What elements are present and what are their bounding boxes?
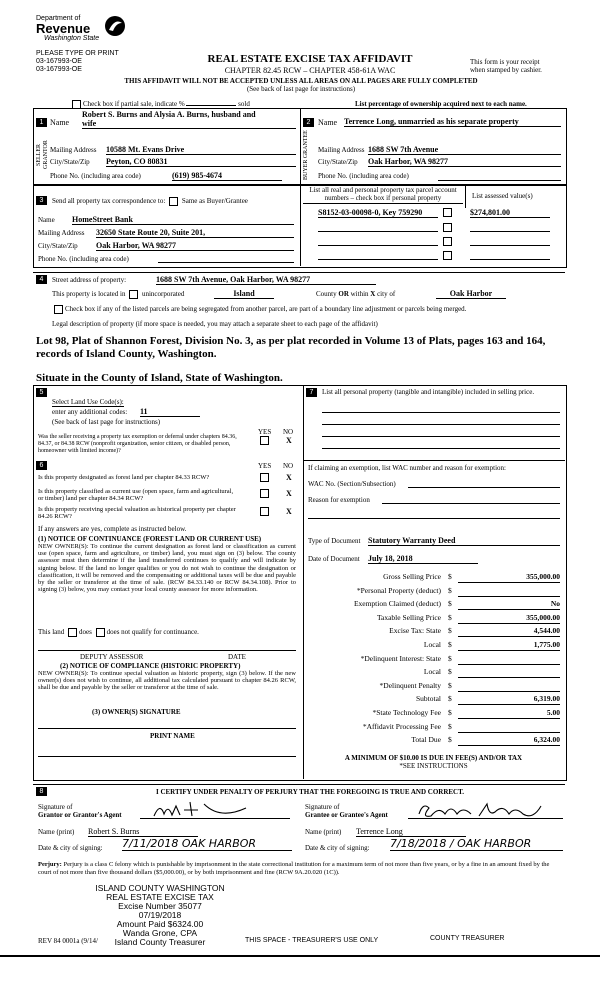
tax-row-label: Excise Tax: State [389,626,441,636]
tax-row-value: 355,000.00 [458,571,560,583]
tax-row-currency: $ [448,639,452,649]
tax-row-label: *Affidavit Processing Fee [362,721,441,731]
certify-text: I CERTIFY UNDER PENALTY OF PERJURY THAT THE FOREGOING IS TRUE AND CORRECT. [155,788,464,796]
seller-mail-label: Mailing Address [50,146,97,154]
city-of-label: city of [377,290,396,298]
sec6-q3-no-mark: X [286,507,292,516]
land-use-label: Select Land Use Code(s): [52,398,124,406]
doc-date-label: Date of Document [308,555,360,563]
tax-row [306,734,561,748]
tax-row-currency: $ [448,694,452,704]
list-personal-property: List all personal property (tangible and intangible) included in selling price. [322,388,535,396]
seller-side-label: SELLER GRANTOR [36,140,49,170]
tax-row-value [458,666,560,678]
property-city: Oak Harbor [436,289,506,299]
parcel-personal-checkbox-3[interactable] [443,237,452,246]
notice-2-title: (2) NOTICE OF COMPLIANCE (HISTORIC PROPERTY) [60,662,241,670]
warning-text: THIS AFFIDAVIT WILL NOT BE ACCEPTED UNLESS ALL AREAS ON ALL PAGES ARE FULLY COMPLETED [124,77,478,85]
legal-line-1: Lot 98, Plat of Shannon Forest, Division No. 3, as per plat recorded in Volume 13 of Plats, pages 163 and 164, [36,335,546,347]
tax-row [306,571,561,585]
stamp-line-7: Island County Treasurer [114,937,206,947]
does-not-checkbox[interactable] [96,628,105,637]
county-label: County [316,290,337,298]
tax-row [306,612,561,626]
section-1-badge: 1 [36,118,47,127]
logo-state: Washington State [44,35,100,42]
parcel-number: S8152-03-00098-0, Key 759290 [318,208,438,218]
treasurer-use-only: THIS SPACE - TREASURER'S USE ONLY [245,937,379,944]
tax-row-value: 4,544.00 [458,625,560,637]
code-1: 03-167993-OE [36,58,82,65]
grantor-signature [150,798,260,822]
form-subtitle: CHAPTER 82.45 RCW – CHAPTER 458-61A WAC [224,66,396,75]
deputy-date: DATE [228,653,246,661]
assessed-value: $274,801.00 [470,208,550,218]
notice-1-title: (1) NOTICE OF CONTINUANCE (FOREST LAND OR CURRENT USE) [38,535,262,543]
tax-row-label: Total Due [411,735,441,745]
section-3-badge: 3 [36,196,47,205]
tax-row [306,693,561,707]
buyer-side-label: BUYER GRANTEE [303,130,309,180]
tax-row-label: *Delinquent Interest: State [360,653,441,663]
tax-row [306,680,561,694]
send-tax-label: Send all property tax correspondence to: [52,197,166,206]
tax-row-label: Local [423,667,441,677]
same-as-buyer-label: Same as Buyer/Grantee [181,197,248,206]
sec6-no: NO [283,462,294,470]
sec6-yes: YES [258,462,272,470]
tax-row-label: Subtotal [415,694,441,704]
section-4-badge: 4 [36,275,47,284]
tax-row-value: No [458,598,560,610]
sec6-ifany: If any answers are yes, complete as instructed below. [38,525,187,533]
see-back: (See back of last page for instructions) [246,85,356,93]
land-use-see-back: (See back of last page for instructions) [52,418,161,426]
send-tax-to [52,197,248,206]
buyer-city-label: City/State/Zip [318,158,358,166]
tax-row-label: *State Technology Fee [372,707,441,717]
sec5-no-mark: X [286,436,292,445]
grantor-sig-label-2: Grantor or Grantor's Agent [38,811,122,819]
parcel-personal-checkbox-1[interactable] [443,208,452,217]
wac-label: WAC No. (Section/Subsection) [308,480,396,488]
grantor-sig-label-1: Signature of [38,803,73,811]
or-label: OR [338,290,349,298]
please-type: PLEASE TYPE OR PRINT [36,50,119,57]
owner-signature-label: (3) OWNER(S) SIGNATURE [92,708,181,716]
county-treasurer: COUNTY TREASURER [430,935,505,942]
tax-row-currency: $ [448,626,452,636]
parcel-header-2: numbers – check box if personal property [324,194,442,202]
tax-row-value [458,585,560,597]
buyer-phone-label: Phone No. (including area code) [318,172,409,180]
tax-row-currency: $ [448,612,452,622]
doc-type-label: Type of Document [308,537,361,545]
land-use-code: 11 [140,407,200,417]
grantee-name: Terrence Long [356,827,466,837]
parcel-header-1: List all real and personal property tax parcel account [309,186,457,194]
this-land-row [38,628,199,637]
grantee-signature [415,798,555,822]
sec6-q3-yes-checkbox[interactable] [260,507,269,516]
sec6-q2-yes-checkbox[interactable] [260,489,269,498]
tax-row [306,707,561,721]
list-pct-note: List percentage of ownership acquired next to each name. [355,100,527,108]
dor-swoosh-icon [104,15,126,37]
perjury-text: Perjury is a class C felony which is punishable by imprisonment in the state correctional institution for a maximum term of not more than five years, or by a fine in an amount fixed by the court of not more than five thousand dollars ($5,000.00), or by both imprisonment and fine (RCW 9A.20.020 (1C)). [38,861,550,876]
sec5-no: NO [283,428,294,436]
logo-dept: Department of [36,15,81,22]
tax-row-label: Exemption Claimed (deduct) [353,599,441,609]
tax-row [306,585,561,599]
buyer-name-label: Name [318,118,338,127]
unincorporated-checkbox[interactable] [129,290,138,299]
tax-row [306,721,561,735]
tax-row-label: *Personal Property (deduct) [356,585,441,595]
tax-row-value: 6,324.00 [458,734,560,746]
grantee-sig-label-1: Signature of [305,803,340,811]
seller-name-label: Name [50,118,70,127]
tax-row-value: 1,775.00 [458,639,560,651]
notice-2-body: NEW OWNER(S): To continue special valuation as historic property, sign (3) below. If the new owner(s) does not wish to continue, all additional tax calculated pursuant to chapter 84.26 RCW, shall be due and payable by the seller or transferor at the time of sale. [38,670,296,692]
tax-row-currency: $ [448,721,452,731]
parcel-personal-checkbox-4[interactable] [443,251,452,260]
seller-phone: (619) 985-4674 [172,171,282,181]
stamp-line-2: REAL ESTATE EXCISE TAX [106,892,214,902]
tax-row-value [458,721,560,733]
sec6-q1: Is this property designated as forest land per chapter 84.33 RCW? [38,474,210,481]
located-row [52,290,184,299]
section-2-badge: 2 [303,118,314,127]
legal-label: Legal description of property (if more space is needed, you may attach a separate sheet to each page of the affidavit) [52,320,378,328]
buyer-name: Terrence Long, unmarried as his separate property [344,117,561,127]
segregated-checkbox[interactable] [54,305,63,314]
tax-row [306,666,561,680]
partial-label: Check box if partial sale, indicate % [83,100,185,109]
section-7-badge: 7 [306,388,317,397]
tax-row-value [458,680,560,692]
tax-row-currency: $ [448,572,452,581]
treasurer-stamp [80,884,240,947]
section-8-badge: 8 [36,787,47,796]
seller-city: Peyton, CO 80831 [106,157,296,167]
does-checkbox[interactable] [68,628,77,637]
stamp-line-6: Wanda Grone, CPA [122,928,198,938]
sec6-q3: Is this property receiving special valuation as historical property per chapter 84.26 RCW? [38,506,236,520]
tax-row [306,625,561,639]
parcel-personal-checkbox-2[interactable] [443,223,452,232]
buyer-mail-label: Mailing Address [318,146,365,154]
logo-revenue: Revenue [36,21,91,36]
tax-row [306,598,561,612]
additional-codes-label: enter any additional codes: [52,408,128,416]
tax-row-currency: $ [448,599,452,609]
assessed-header: List assessed value(s) [472,192,533,200]
tax-table [306,571,561,748]
within-label: within [350,290,369,298]
street-label: Street address of property: [52,276,127,284]
sec3-mail: 32650 State Route 20, Suite 201, [96,228,294,238]
exemption-label: If claiming an exemption, list WAC number and reason for exemption: [308,464,506,472]
grantor-date-city: 7/11/2018 OAK HARBOR [122,837,292,851]
buyer-mail: 1688 SW 7th Avenue [368,145,561,155]
grantor-name-label: Name (print) [38,828,75,836]
dor-logo [36,15,126,43]
stamp-line-5: Amount Paid $6324.00 [116,919,204,929]
tax-row-value: 5.00 [458,707,560,719]
seller-mail: 10588 Mt. Evans Drive [106,145,296,155]
form-title: REAL ESTATE EXCISE TAX AFFIDAVIT [207,53,413,65]
section-6-badge: 6 [36,461,47,470]
tax-row-value [458,653,560,665]
notice-1-body: NEW OWNER(S): To continue the current designation as forest land or classification as current use (open space, farm and agriculture, or timber) land, you must sign on (3) below. The county assessor must then determine if the land transferred continues to qualify and will indicate by signing below. If the land no longer qualifies or you do not wish to continue the designation or classification, it will be removed and the compensating or additional taxes will be due and payable by the seller or transferor at the time of sale. (RCW 84.33.140 or RCW 84.34.108). Prior to signing (3) below, you may contact your local county assessor for more information. [38,543,296,594]
legal-line-2: records of Island County, Washington. [36,348,217,360]
grantee-date-label: Date & city of signing: [305,844,370,852]
situate-line: Situate in the County of Island, State of Washington. [36,372,283,384]
grantor-name: Robert S. Burns [88,827,198,837]
receipt-note-2: when stamped by cashier. [470,66,542,74]
grantee-sig-label-2: Grantee or Grantee's Agent [305,811,388,819]
deputy-assessor: DEPUTY ASSESSOR [80,653,144,661]
property-county: Island [214,289,274,299]
within-mark: X [370,290,376,298]
tax-row-currency: $ [448,667,452,677]
stamp-line-4: 07/19/2018 [138,910,182,920]
sec3-mail-label: Mailing Address [38,229,85,237]
sec6-q2-no-mark: X [286,489,292,498]
tax-row [306,653,561,667]
sec6-q2: Is this property classified as current use (open space, farm and agricultural, or timber) land per chapter 84.34 RCW? [38,488,234,502]
tax-row-currency: $ [448,707,452,717]
tax-row-label: Taxable Selling Price [376,612,441,622]
does-label: does [79,628,92,637]
buyer-city: Oak Harbor, WA 98277 [368,157,561,167]
see-instructions: *SEE INSTRUCTIONS [399,762,468,770]
perjury-notice [38,861,563,877]
doc-type: Statutory Warranty Deed [368,536,560,546]
sec5-yes-checkbox[interactable] [260,436,269,445]
located-label: This property is located in [52,290,126,299]
sec6-q1-yes-checkbox[interactable] [260,473,269,482]
this-land-label: This land [38,628,65,637]
tax-row-currency: $ [448,735,452,745]
seller-phone-label: Phone No. (including area code) [50,172,141,180]
sec3-phone-label: Phone No. (including area code) [38,255,129,263]
tax-row-value: 355,000.00 [458,612,560,624]
seller-city-label: City/State/Zip [50,158,90,166]
sec5-yes: YES [258,428,272,436]
tax-row-currency: $ [448,653,452,663]
tax-row [306,639,561,653]
minimum-due: A MINIMUM OF $10.00 IS DUE IN FEE(S) AND/OR TAX [344,754,523,762]
sec3-city-label: City/State/Zip [38,242,78,250]
sec6-q1-no-mark: X [286,473,292,482]
sec3-name: HomeStreet Bank [72,215,294,225]
tax-row-label: Local [423,639,441,649]
stamp-line-1: ISLAND COUNTY WASHINGTON [95,883,225,893]
segregated-row [52,305,466,314]
property-street: 1688 SW 7th Avenue, Oak Harbor, WA 98277 [156,275,376,285]
tax-row-label: Gross Selling Price [383,572,441,581]
same-as-buyer-checkbox[interactable] [169,197,178,206]
does-not-label: does not qualify for continuance. [106,628,199,637]
tax-row-currency: $ [448,680,452,690]
receipt-note: This form is your receipt [470,58,540,66]
rev-code: REV 84 0001a (9/14/ [38,937,98,945]
grantee-name-label: Name (print) [305,828,342,836]
seller-name-line1: Robert S. Burns and Alysia A. Burns, husband and [82,110,256,119]
sec3-city: Oak Harbor, WA 98277 [96,241,294,251]
sold-label: sold [238,100,250,109]
code-2: 03-167993-OE [36,66,82,73]
seller-name-line2: wife [82,119,296,129]
section-5-badge: 5 [36,388,47,397]
stamp-line-3: Excise Number 35077 [118,901,202,911]
sec5-question: Was the seller receiving a property tax exemption or deferral under chapters 84.36, 84.37, or 84.38 RCW (nonprofit organization, senior citizen, or disabled person, homeowner with limited income)? [38,434,237,454]
perjury-label: Perjury: [38,861,62,868]
county-or-city [316,290,395,298]
sec3-name-label: Name [38,216,55,224]
tax-row-label: *Delinquent Penalty [379,680,441,690]
doc-date: July 18, 2018 [368,554,478,564]
segregated-label: Check box if any of the listed parcels are being segregated from another parcel, are part of a boundary line adjustment or parcels being merged. [65,305,467,314]
reason-label: Reason for exemption [308,496,370,504]
tax-row-value: 6,319.00 [458,693,560,705]
print-name-label: PRINT NAME [150,732,195,740]
bottom-rule [0,955,600,957]
tax-row-currency: $ [448,585,452,595]
grantee-date-city: 7/18/2018 / OAK HARBOR [390,837,563,851]
unincorporated-label: unincorporated [141,290,185,299]
grantor-date-label: Date & city of signing: [38,844,103,852]
